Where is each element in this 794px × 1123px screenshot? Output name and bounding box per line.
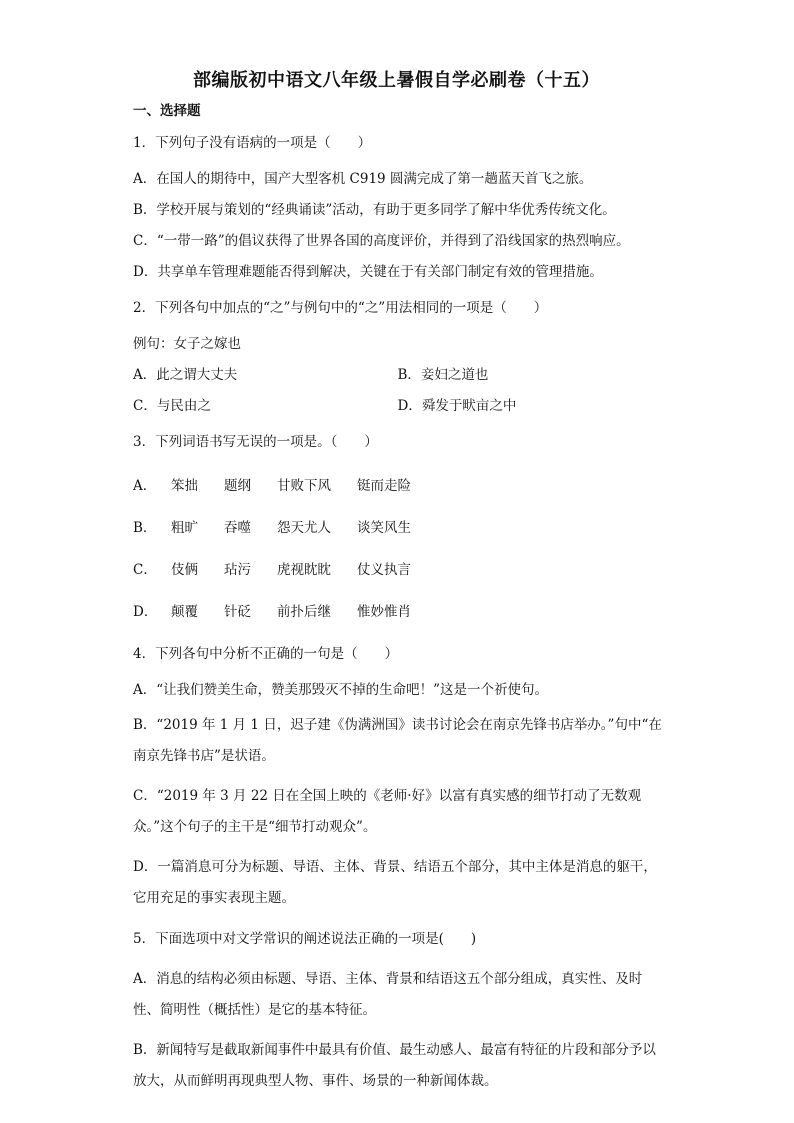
question-2-option-d: D．舜发于畎亩之中 <box>397 398 517 414</box>
document-title: 部编版初中语文八年级上暑假自学必刷卷（十五） <box>193 70 600 91</box>
question-1-option-b: B．学校开展与策划的“经典诵读”活动，有助于更多同学了解中华优秀传统文化。 <box>133 202 616 218</box>
question-1-option-c: C．“一带一路”的倡议获得了世界各国的高度评价，并得到了沿线国家的热烈响应。 <box>133 233 630 249</box>
question-1-stem: 1．下列句子没有语病的一项是（ ） <box>133 135 372 151</box>
question-4-option-d: D．一篇消息可分为标题、导语、主体、背景、结语五个部分，其中主体是消息的躯干，它用充足的事实表现主题。 <box>133 859 657 906</box>
question-3-stem: 3．下列词语书写无误的一项是。（ ） <box>133 434 378 450</box>
question-4-option-b: B．“2019 年 1 月 1 日，迟子建《伪满洲国》读书讨论会在南京先锋书店举办。”句中“在南京先锋书店”是状语。 <box>133 717 662 764</box>
question-2-example: 例句：女子之嫁也 <box>133 336 241 352</box>
question-2-option-b: B．妾妇之道也 <box>397 367 489 383</box>
question-5-stem: 5．下面选项中对文学常识的阐述说法正确的一项是( ) <box>133 931 477 947</box>
word: 前扑后继 <box>277 604 331 620</box>
word: 粗旷 <box>171 520 198 536</box>
question-2-option-c: C．与民由之 <box>133 398 211 414</box>
word: 针砭 <box>224 604 251 620</box>
question-4-option-a: A．“让我们赞美生命，赞美那毁灭不掉的生命吧！”这是一个祈使句。 <box>133 682 549 698</box>
word: 怨天尤人 <box>277 520 331 536</box>
question-3-option-d <box>133 601 662 623</box>
word: 伎俩 <box>171 562 198 578</box>
option-label: D． <box>133 604 158 620</box>
word: 吞噬 <box>224 520 251 536</box>
question-5-option-a: A．消息的结构必须由标题、导语、主体、背景和结语这五个部分组成，真实性、及时性、简明性（概括性）是它的基本特征。 <box>133 971 643 1018</box>
question-3-option-b <box>133 517 662 539</box>
option-label: A． <box>133 478 157 494</box>
word: 惟妙惟肖 <box>357 604 411 620</box>
question-3-option-a <box>133 475 662 497</box>
question-4-option-c: C．“2019 年 3 月 22 日在全国上映的《老师·好》以富有真实感的细节打动了无数观众。”这个句子的主干是“细节打动观众”。 <box>133 788 642 835</box>
question-4-stem: 4．下列各句中分析不正确的一句是（ ） <box>133 646 399 662</box>
question-3-option-c <box>133 559 662 581</box>
question-1-option-d: D．共享单车管理难题能否得到解决，关键在于有关部门制定有效的管理措施。 <box>133 264 603 280</box>
question-1-option-a: A．在国人的期待中，国产大型客机 C919 圆满完成了第一趟蓝天首飞之旅。 <box>133 171 593 187</box>
word: 铤而走险 <box>357 478 411 494</box>
option-label: C． <box>133 562 157 578</box>
word: 题纲 <box>224 478 251 494</box>
word: 虎视眈眈 <box>277 562 331 578</box>
word: 颠覆 <box>171 604 198 620</box>
question-2-option-a: A．此之谓大丈夫 <box>133 367 238 383</box>
word: 甘败下风 <box>277 478 331 494</box>
question-5-option-b: B．新闻特写是截取新闻事件中最具有价值、最生动感人、最富有特征的片段和部分予以放大，从而鲜明再现典型人物、事件、场景的一种新闻体裁。 <box>133 1042 656 1089</box>
question-2-options-row-2 <box>133 395 662 417</box>
question-2-stem: 2．下列各句中加点的“之”与例句中的“之”用法相同的一项是（ ） <box>133 300 548 316</box>
word: 笨拙 <box>171 478 198 494</box>
word: 仗义执言 <box>357 562 411 578</box>
word: 玷污 <box>224 562 251 578</box>
question-2-options-row-1 <box>133 364 662 386</box>
word: 谈笑风生 <box>357 520 411 536</box>
option-label: B． <box>133 520 157 536</box>
section-heading: 一、选择题 <box>133 103 201 119</box>
